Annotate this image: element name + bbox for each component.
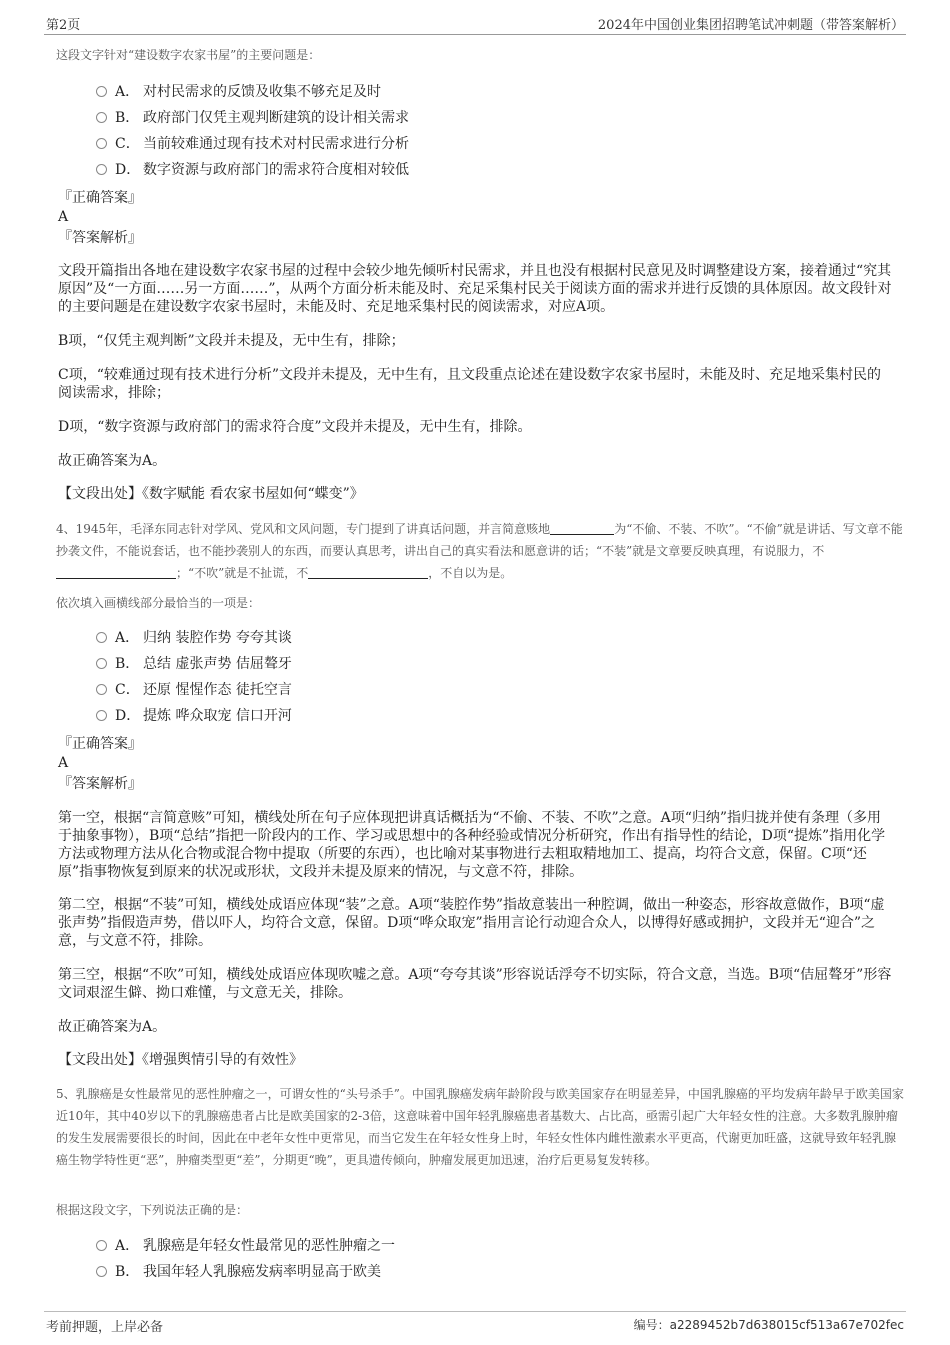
q4-analysis-label: 『答案解析』: [58, 776, 142, 792]
question-4-stem: 4、1945年，毛泽东同志针对学风、党风和文风问题，专门提到了讲真话问题，并言简意赅地 为“不偷、不装、不吹”。“不偷”就是讲话、写文章不能抄袭文件，不能说套话，也不能抄袭别人的东西，而要认真思考，讲出自己的真实看法和愿意讲的话；“不装”就是文章要反映真理，有说服力，不；“不吹”就是不扯谎，不 ，不自以为是。: [56, 522, 903, 580]
q3-analysis-paragraph: 文段开篇指出各地在建设数字农家书屋的过程中会较少地先倾听村民需求，并且也没有根据村民意见及时调整建设方案，接着通过“究其原因”及“一方面……另一方面……”，从两个方面分析未能及时、充足采集村民关于阅读方面的需求并进行反馈的具体原因。故文段针对的主要问题是在建设数字农家书屋时，未能及时、充足地采集村民的阅读需求，对应A项。: [58, 263, 892, 315]
radio-icon[interactable]: [96, 710, 107, 721]
radio-icon[interactable]: [96, 112, 107, 123]
q3-option-a[interactable]: A． 对村民需求的反馈及收集不够充足及时: [96, 82, 381, 102]
q3-conclusion: 故正确答案为A。: [58, 453, 167, 469]
radio-icon[interactable]: [96, 86, 107, 97]
q4-answer: A: [58, 755, 69, 771]
q3-analysis-paragraph: D项，“数字资源与政府部门的需求符合度”文段并未提及，无中生有，排除。: [58, 419, 532, 435]
question-5-prompt: 根据这段文字，下列说法正确的是：: [56, 1203, 249, 1217]
radio-icon[interactable]: [96, 138, 107, 149]
radio-icon[interactable]: [96, 1266, 107, 1277]
q4-option-c[interactable]: C． 还原 惺惺作态 徒托空言: [96, 680, 292, 700]
q4-answer-label: 『正确答案』: [58, 736, 142, 752]
fill-blank: [308, 566, 428, 579]
q4-option-a[interactable]: A． 归纳 装腔作势 夸夸其谈: [96, 628, 292, 648]
radio-icon[interactable]: [96, 632, 107, 643]
q5-option-b[interactable]: B． 我国年轻人乳腺癌发病率明显高于欧美: [96, 1262, 381, 1282]
page-header: [44, 12, 906, 35]
document-title: 2024年中国创业集团招聘笔试冲刺题（带答案解析）: [597, 18, 904, 33]
q3-source: 【文段出处】《数字赋能 看农家书屋如何“蝶变”》: [58, 486, 364, 502]
q3-analysis-paragraph: B项，“仅凭主观判断”文段并未提及，无中生有，排除；: [58, 333, 405, 349]
page-number: 第2页: [46, 18, 81, 33]
radio-icon[interactable]: [96, 1240, 107, 1251]
q4-option-b[interactable]: B． 总结 虚张声势 佶屈聱牙: [96, 654, 292, 674]
q3-option-b[interactable]: B． 政府部门仅凭主观判断建筑的设计相关需求: [96, 108, 409, 128]
q4-conclusion: 故正确答案为A。: [58, 1019, 167, 1035]
footer-slogan: 考前押题，上岸必备: [46, 1320, 164, 1335]
document-id: 编号：a2289452b7d638015cf513a67e702fec: [633, 1318, 904, 1332]
question-4-prompt: 依次填入画横线部分最恰当的一项是：: [56, 596, 261, 610]
fill-blank: [56, 566, 176, 579]
q3-answer-label: 『正确答案』: [58, 190, 142, 206]
q3-answer: A: [58, 209, 69, 225]
q5-option-a[interactable]: A． 乳腺癌是年轻女性最常见的恶性肿瘤之一: [96, 1236, 395, 1256]
question-3-stem: 这段文字针对“建设数字农家书屋”的主要问题是：: [56, 48, 321, 62]
radio-icon[interactable]: [96, 164, 107, 175]
q4-analysis-paragraph: 第二空，根据“不装”可知，横线处成语应体现“装”之意。A项“装腔作势”指故意装出一种腔调，做出一种姿态，形容故意做作，B项“虚张声势”指假造声势，借以吓人，均符合文意，保留。D项“哗众取宠”指用言论行动迎合众人，以博得好感或拥护，文段并无“迎合”之意，与文意不符，排除。: [58, 897, 885, 949]
fill-blank: [550, 522, 614, 535]
q3-analysis-paragraph: C项，“较难通过现有技术进行分析”文段并未提及，无中生有，且文段重点论述在建设数字农家书屋时，未能及时、充足地采集村民的阅读需求，排除；: [58, 367, 882, 401]
q4-analysis-paragraph: 第一空，根据“言简意赅”可知，横线处所在句子应体现把讲真话概括为“不偷、不装、不吹”之意。A项“归纳”指归拢并使有条理（多用于抽象事物），B项“总结”指把一阶段内的工作、学习或思想中的各种经验或情况分析研究，作出有指导性的结论，D项“提炼”指用化学方法或物理方法从化合物或混合物中提取（所要的东西），也比喻对某事物进行去粗取精地加工、提高，均符合文意，保留。C项“还原”指事物恢复到原来的状况或形状，文段并未提及原来的情况，与文意不符，排除。: [58, 810, 886, 880]
q3-option-d[interactable]: D． 数字资源与政府部门的需求符合度相对较低: [96, 160, 409, 180]
page-footer: [44, 1311, 906, 1334]
q3-analysis-label: 『答案解析』: [58, 230, 142, 246]
radio-icon[interactable]: [96, 658, 107, 669]
q3-option-c[interactable]: C． 当前较难通过现有技术对村民需求进行分析: [96, 134, 409, 154]
q4-analysis-paragraph: 第三空，根据“不吹”可知，横线处成语应体现吹嘘之意。A项“夸夸其谈”形容说话浮夸不切实际，符合文意，当选。B项“佶屈聱牙”形容文词艰涩生僻、拗口难懂，与文意无关，排除。: [58, 967, 892, 1001]
question-5-stem: 5、乳腺癌是女性最常见的恶性肿瘤之一，可谓女性的“头号杀手”。中国乳腺癌发病年龄阶段与欧美国家存在明显差异，中国乳腺癌的平均发病年龄早于欧美国家近10年，其中40岁以下的乳腺癌患者占比是欧美国家的2-3倍，这意味着中国年轻乳腺癌患者基数大、占比高，亟需引起广大年轻女性的注意。大多数乳腺肿瘤的发生发展需要很长的时间，因此在中老年女性中更常见，而当它发生在年轻女性身上时，年轻女性体内雌性激素水平更高，代谢更加旺盛，这就导致年轻乳腺癌生物学特性更“恶”，肿瘤类型更“差”，分期更“晚”，更具遗传倾向，肿瘤发展更加迅速，治疗后更易复发转移。: [56, 1087, 904, 1167]
q4-source: 【文段出处】《增强舆情引导的有效性》: [58, 1052, 303, 1068]
radio-icon[interactable]: [96, 684, 107, 695]
q4-option-d[interactable]: D． 提炼 哗众取宠 信口开河: [96, 706, 292, 726]
